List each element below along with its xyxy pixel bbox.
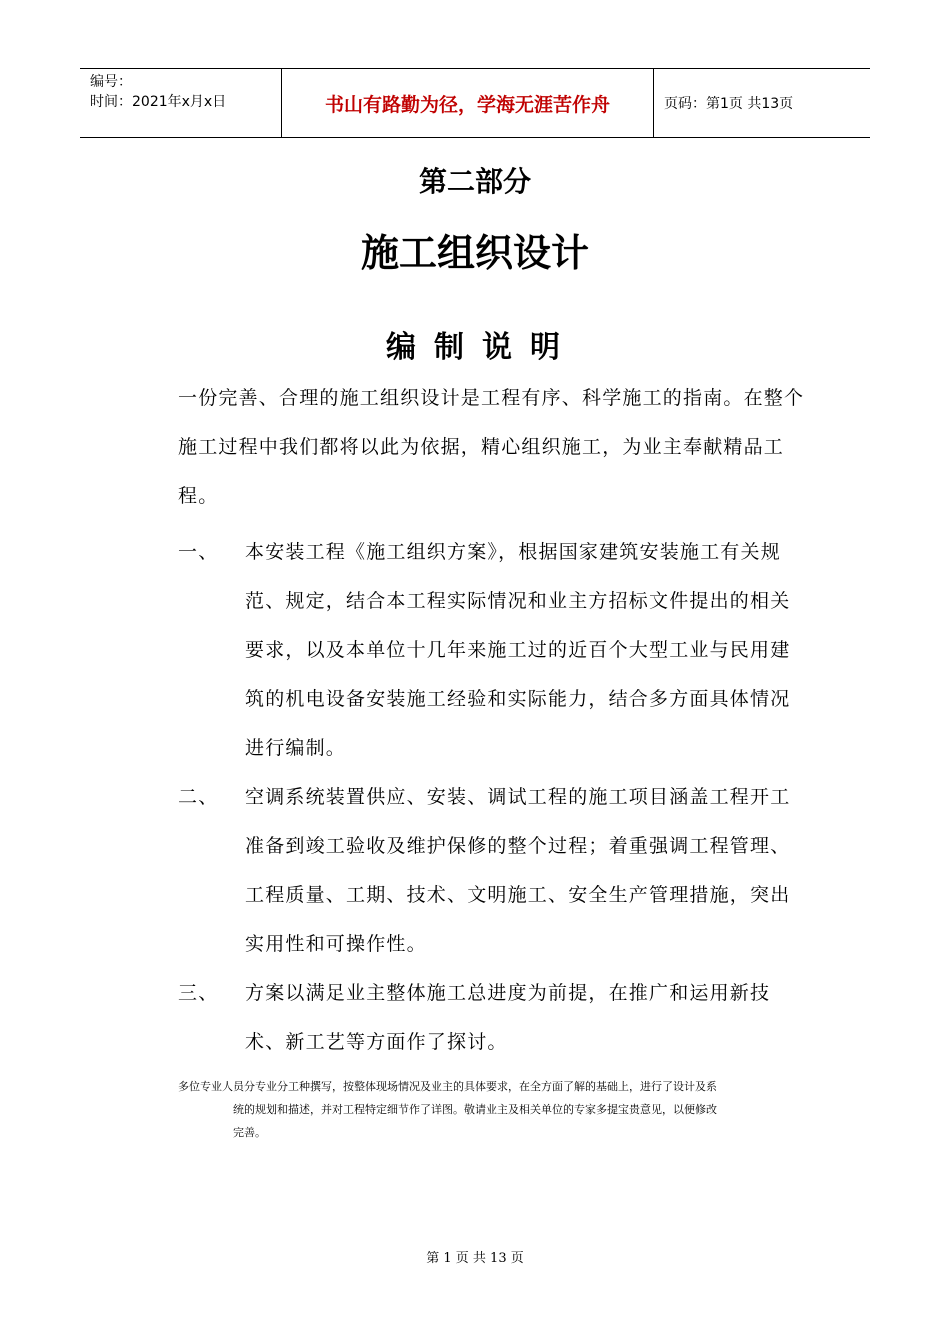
intro-paragraph: 一份完善、合理的施工组织设计是工程有序、科学施工的指南。在整个施工过程中我们都将以此为依据，精心组织施工，为业主奉献精品工程。 <box>178 387 805 507</box>
number-label: 编号： <box>90 74 132 90</box>
list-item <box>178 969 808 1067</box>
list-item-text: 本安装工程《施工组织方案》，根据国家建筑安装施工有关规范、规定，结合本工程实际情况和业主方招标文件提出的相关要求，以及本单位十几年来施工过的近百个大型工业与民用建筑的机电设备安装施工经验和实际能力，结合多方面具体情况进行编制。 <box>245 541 791 759</box>
list-item-text: 方案以满足业主整体施工总进度为前提，在推广和运用新技术、新工艺等方面作了探讨。 <box>245 982 771 1053</box>
list-item-number: 二、 <box>178 786 219 808</box>
time-label: 时间：2021年x月x日 <box>90 94 227 110</box>
list-item <box>178 773 808 969</box>
header-left-cell <box>80 69 282 137</box>
footnote-line: 完善。 <box>233 1126 266 1139</box>
footnote-line: 统的规划和描述，并对工程特定细节作了详图。敬请业主及相关单位的专家多提宝贵意见，以便修改 <box>233 1103 717 1116</box>
list-item-number: 一、 <box>178 541 219 563</box>
header-motto: 书山有路勤为径，学海无涯苦作舟 <box>282 69 654 137</box>
list-item-number: 三、 <box>178 982 219 1004</box>
footnote-line: 多位专业人员分专业分工种撰写，按整体现场情况及业主的具体要求，在全方面了解的基础上，进行了设计及系 <box>178 1080 717 1093</box>
section-subtitle: 编制说明 <box>386 330 578 365</box>
main-title: 施工组织设计 <box>360 231 589 275</box>
header-table <box>80 68 870 138</box>
part-heading: 第二部分 <box>418 165 531 198</box>
header-page-info <box>654 69 870 137</box>
footnote-paragraph <box>178 1075 818 1144</box>
list-item-text: 空调系统装置供应、安装、调试工程的施工项目涵盖工程开工准备到竣工验收及维护保修的整个过程；着重强调工程管理、工程质量、工期、技术、文明施工、安全生产管理措施，突出实用性和可操作性。 <box>245 786 791 955</box>
page-footer: 第 1 页 共 13 页 <box>426 1251 524 1266</box>
list-item <box>178 528 808 773</box>
page-info: 页码：第1页 共13页 <box>664 96 794 112</box>
numbered-list <box>178 528 808 1067</box>
